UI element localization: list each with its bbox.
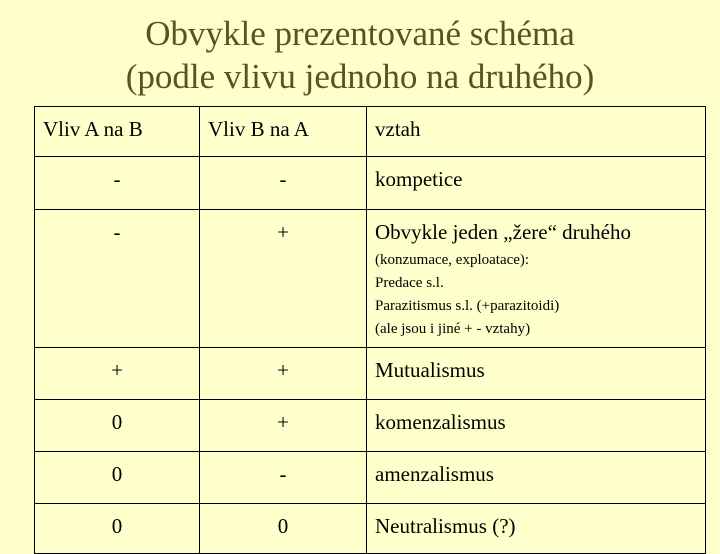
table-row <box>35 157 706 210</box>
relations-table <box>34 106 706 554</box>
cell-relation: Obvykle jeden „žere“ druhého (konzumace, exploatace): Predace s.l. Parazitismus s.l. (+parazitoidi) (ale jsou i jiné + - vztahy) <box>367 210 706 348</box>
title-line-2: (podle vlivu jednoho na druhého) <box>125 57 595 96</box>
table-row <box>35 504 706 554</box>
cell-b: - <box>200 157 367 210</box>
header-vztah: vztah <box>367 107 706 157</box>
cell-a: - <box>35 157 200 210</box>
slide-title <box>0 12 720 98</box>
cell-a: 0 <box>35 452 200 504</box>
cell-b: + <box>200 210 367 348</box>
table-row <box>35 348 706 400</box>
cell-b: + <box>200 348 367 400</box>
cell-a: 0 <box>35 400 200 452</box>
cell-a: + <box>35 348 200 400</box>
note-line: Parazitismus s.l. (+parazitoidi) <box>375 298 560 314</box>
table-row <box>35 452 706 504</box>
cell-a: - <box>35 210 200 348</box>
table-row <box>35 210 706 348</box>
title-line-1: Obvykle prezentované schéma <box>145 14 575 53</box>
note-line: (konzumace, exploatace): <box>375 252 530 268</box>
note-line: (ale jsou i jiné + - vztahy) <box>375 321 531 337</box>
cell-b: + <box>200 400 367 452</box>
cell-relation: Neutralismus (?) <box>367 504 706 554</box>
cell-relation: komenzalismus <box>367 400 706 452</box>
cell-relation: Mutualismus <box>367 348 706 400</box>
cell-relation: amenzalismus <box>367 452 706 504</box>
cell-relation: kompetice <box>367 157 706 210</box>
cell-a: 0 <box>35 504 200 554</box>
cell-b: 0 <box>200 504 367 554</box>
header-vliv-a-na-b: Vliv A na B <box>35 107 200 157</box>
note-line: Predace s.l. <box>375 275 444 291</box>
table-row <box>35 400 706 452</box>
cell-b: - <box>200 452 367 504</box>
header-vliv-b-na-a: Vliv B na A <box>200 107 367 157</box>
table-header-row <box>35 107 706 157</box>
